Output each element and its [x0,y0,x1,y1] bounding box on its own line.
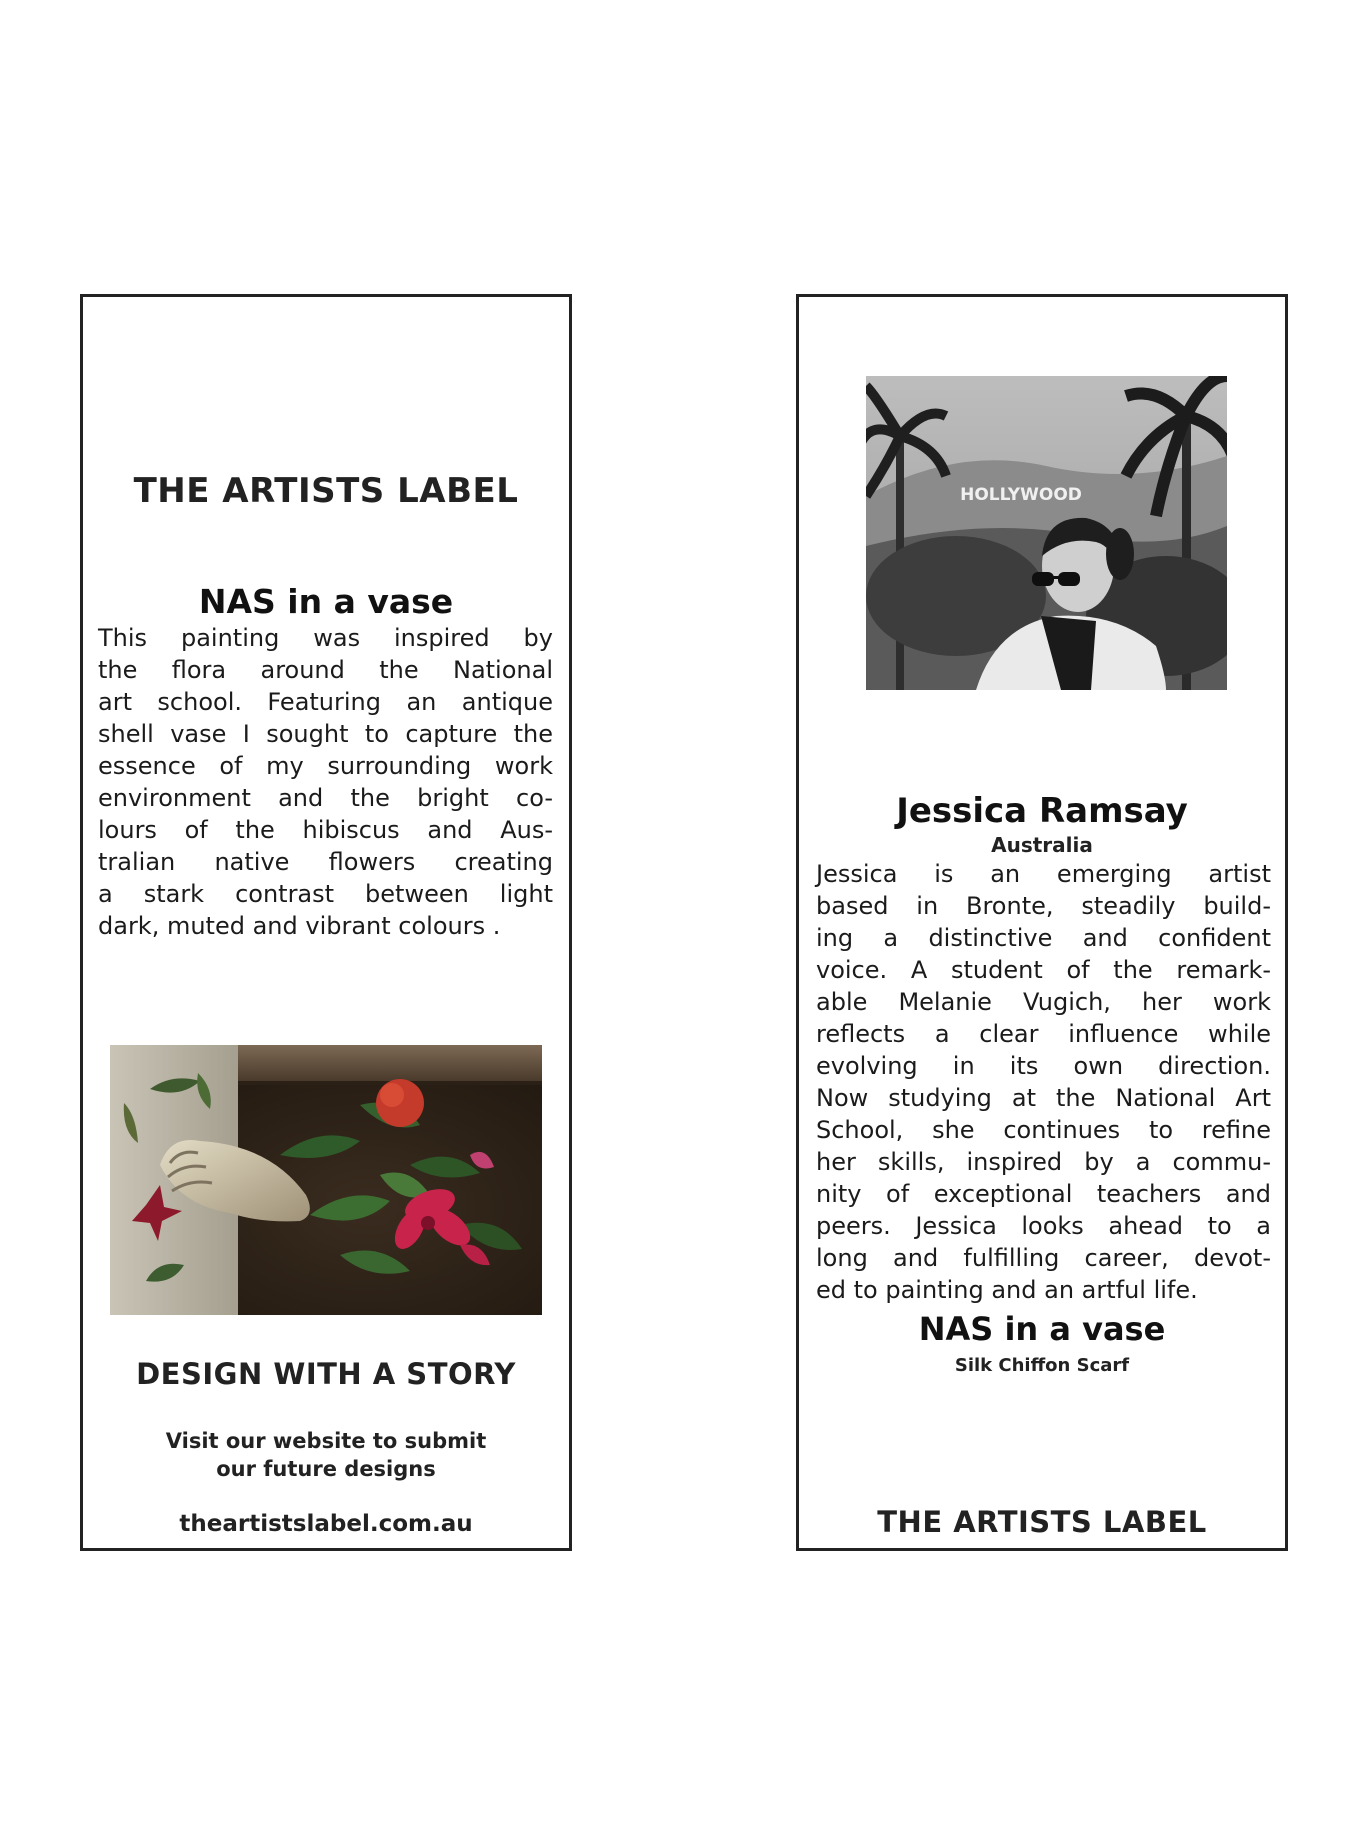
artist-name: Jessica Ramsay [896,791,1188,831]
bio-line: able Melanie Vugich, her work [816,988,1271,1016]
bio-line: based in Bronte, steadily build- [816,892,1271,920]
brand-footer: THE ARTISTS LABEL [877,1505,1207,1539]
description-line: This painting was inspired by [98,624,553,652]
bio-line: ing a distinctive and confident [816,924,1271,952]
brand-heading: THE ARTISTS LABEL [133,471,519,511]
product-type: Silk Chiffon Scarf [954,1355,1130,1376]
description-line: essence of my surrounding work [98,752,553,780]
artist-bio [816,858,1271,1306]
description-line: environment and the bright co- [98,784,553,812]
artist-country: Australia [991,833,1093,857]
description-line: lours of the hibiscus and Aus- [98,816,553,844]
bio-line: long and fulfilling career, devot- [816,1244,1271,1272]
hollywood-sign: HOLLYWOOD [960,485,1082,505]
description-line: tralian native flowers creating [98,848,553,876]
bio-line: reflects a clear influence while [816,1020,1271,1048]
description-line: shell vase I sought to capture the [98,720,553,748]
bio-line: ed to painting and an artful life. [816,1276,1198,1304]
painting-image [110,1045,542,1315]
website-link[interactable]: theartistslabel.com.au [179,1511,473,1537]
artist-photo [866,376,1227,690]
artwork-title: NAS in a vase [918,1310,1166,1348]
bio-line: Jessica is an emerging artist [816,860,1271,888]
bio-line: evolving in its own direction. [816,1052,1271,1080]
cta-line-2: our future designs [216,1457,436,1481]
cta-line-1: Visit our website to submit [165,1429,487,1453]
tagline-heading: DESIGN WITH A STORY [136,1357,516,1391]
description-line: dark, muted and vibrant colours . [98,912,501,940]
artwork-card [80,294,572,1551]
bio-line: Now studying at the National Art [816,1084,1271,1112]
bio-line: her skills, inspired by a commu- [816,1148,1271,1176]
artist-card [796,294,1288,1551]
artwork-title: NAS in a vase [198,582,454,621]
bio-line: School, she continues to refine [816,1116,1271,1144]
description-line: the flora around the National [98,656,553,684]
bio-line: peers. Jessica looks ahead to a [816,1212,1271,1240]
artwork-description [98,622,553,942]
bio-line: nity of exceptional teachers and [816,1180,1271,1208]
bio-line: voice. A student of the remark- [816,956,1271,984]
description-line: a stark contrast between light [98,880,553,908]
description-line: art school. Featuring an antique [98,688,553,716]
